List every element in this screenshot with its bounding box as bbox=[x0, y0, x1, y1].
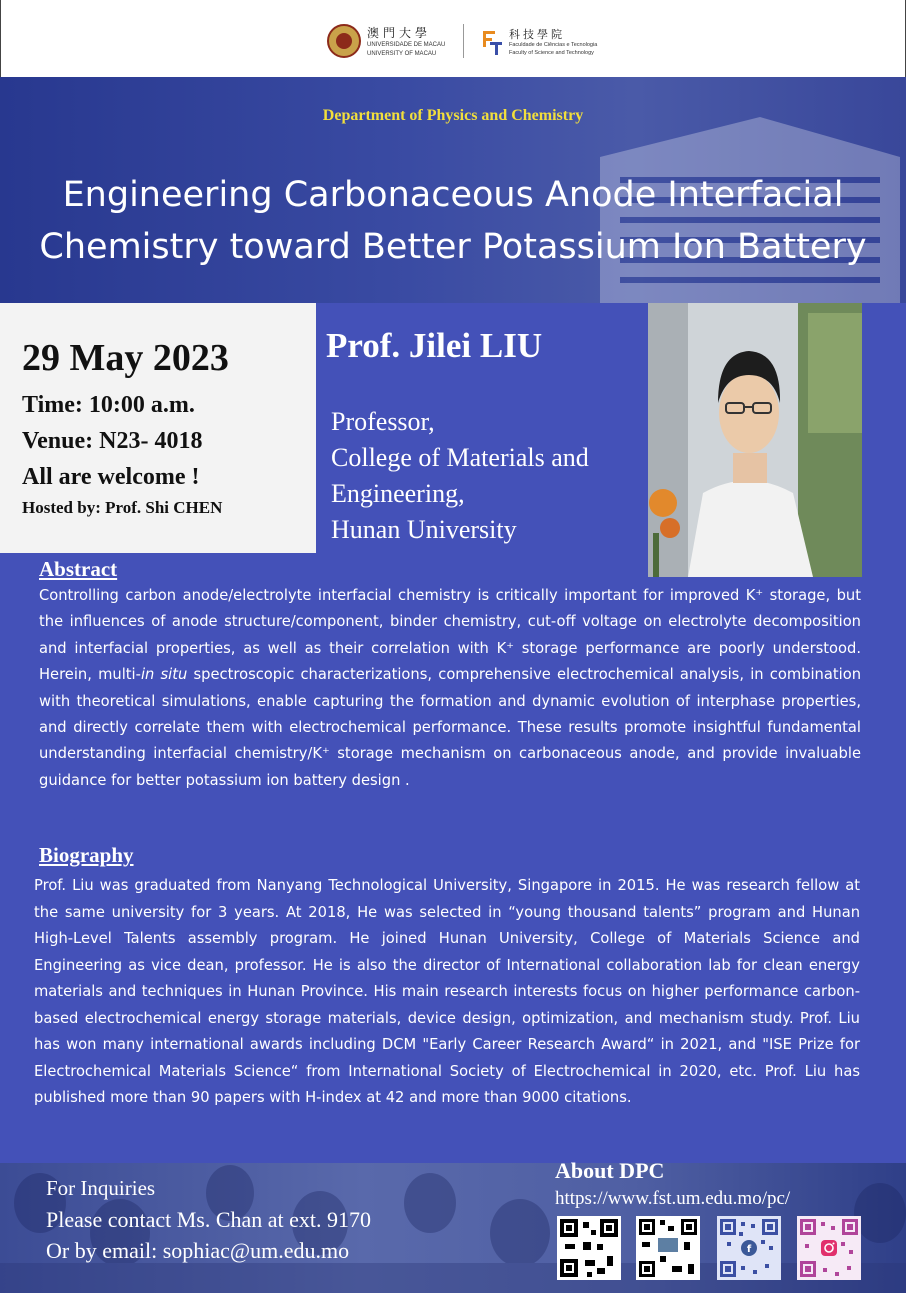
contact-line: Please contact Ms. Chan at ext. 9170 bbox=[46, 1207, 372, 1232]
speaker-photo bbox=[648, 303, 862, 577]
speaker-title-line: Hunan University bbox=[331, 515, 517, 544]
talk-title-line-1: Engineering Carbonaceous Anode Interfacial bbox=[62, 175, 844, 215]
abstract-text bbox=[39, 583, 861, 794]
talk-title-line-2: Chemistry toward Better Potassium Ion Battery bbox=[39, 227, 867, 267]
biography-text: Prof. Liu was graduated from Nanyang Technological University, Singapore in 2015. He was research fellow at the same university for 3 years. At 2018, He was selected in “young thousand talents” program and Hunan High-Level Talents assembly program. He joined Hunan University, College of Materials Science and Engineering as vice dean, professor. He is also the director of International collaboration lab for clean energy materials and techniques in Hunan Province. His main research interests focus on higher performance carbon-based electrochemical energy storage materials, device design, optimization, and mechanism study. Prof. Liu has won many international awards including DCM "Early Career Research Award“ in 2021, and "ISE Prize for Electrochemical Materials Science“ from International Society of Electrochemical in 2020, etc. Prof. Liu has published more than 90 papers with H-index at 42 and more than 9000 citations. bbox=[34, 877, 860, 1106]
abstract-text-part: Controlling carbon anode/electrolyte interfacial chemistry is critically important for improved K⁺ storage, but the influences of anode structure/component, binder chemistry, cut-off voltage on electrolyte decomposition and interfacial properties, as well as their correlation with K⁺ storage performance are poorly understood. Herein, multi- bbox=[39, 587, 861, 684]
um-name-portuguese: UNIVERSIDADE DE MACAU bbox=[367, 42, 446, 48]
event-welcome: All are welcome ! bbox=[22, 464, 200, 490]
event-date: 29 May 2023 bbox=[22, 337, 229, 379]
speaker-name: Prof. Jilei LIU bbox=[326, 326, 543, 365]
fst-logo-icon bbox=[482, 28, 504, 56]
facebook-qr-code-icon[interactable] bbox=[717, 1216, 781, 1280]
department-name: Department of Physics and Chemistry bbox=[322, 107, 584, 124]
abstract-text-part: spectroscopic characterizations, comprehensive electrochemical analysis, in combination with theoretical simulations, enable capturing the formation and dynamic evolution of interphase properties, and directly correlate them with electrochemical performance. These results promote insightful fundamental understanding interfacial chemistry/K⁺ storage mechanism on carbonaceous anode, and provide invaluable guidance for better potassium ion battery design . bbox=[39, 666, 861, 789]
speaker-title-line: Professor, bbox=[331, 407, 435, 436]
event-host: Hosted by: Prof. Shi CHEN bbox=[22, 498, 223, 517]
instagram-qr-code-icon[interactable] bbox=[797, 1216, 861, 1280]
university-of-macau-seal-icon bbox=[327, 24, 361, 58]
um-name-chinese: 澳門大學 bbox=[367, 26, 432, 40]
inquiries-heading: For Inquiries bbox=[46, 1176, 156, 1200]
speaker-title bbox=[331, 404, 589, 548]
speaker-title-line: College of Materials and bbox=[331, 443, 589, 472]
qr-code-icon[interactable] bbox=[557, 1216, 621, 1280]
fst-name-english: Faculty of Science and Technology bbox=[509, 50, 594, 56]
event-time: Time: 10:00 a.m. bbox=[22, 392, 195, 418]
speaker-title-line: Engineering, bbox=[331, 479, 465, 508]
biography-heading: Biography bbox=[39, 843, 134, 867]
email-line[interactable]: Or by email: sophiac@um.edu.mo bbox=[46, 1238, 350, 1263]
event-venue: Venue: N23- 4018 bbox=[22, 428, 203, 454]
qr-code-icon[interactable] bbox=[636, 1216, 700, 1280]
header bbox=[0, 0, 906, 77]
header-divider bbox=[463, 24, 464, 58]
about-dpc-url[interactable]: https://www.fst.um.edu.mo/pc/ bbox=[555, 1188, 791, 1209]
um-name-english: UNIVERSITY OF MACAU bbox=[367, 51, 437, 57]
fst-name-chinese: 科技學院 bbox=[509, 28, 565, 41]
abstract-text-italic: in situ bbox=[140, 666, 188, 684]
about-dpc-heading: About DPC bbox=[555, 1158, 665, 1183]
talk-title bbox=[0, 169, 906, 273]
title-banner bbox=[0, 77, 906, 303]
fst-name-portuguese: Faculdade de Ciências e Tecnologia bbox=[509, 42, 598, 48]
svg-text:f: f bbox=[746, 1244, 752, 1255]
abstract-heading: Abstract bbox=[39, 557, 118, 581]
